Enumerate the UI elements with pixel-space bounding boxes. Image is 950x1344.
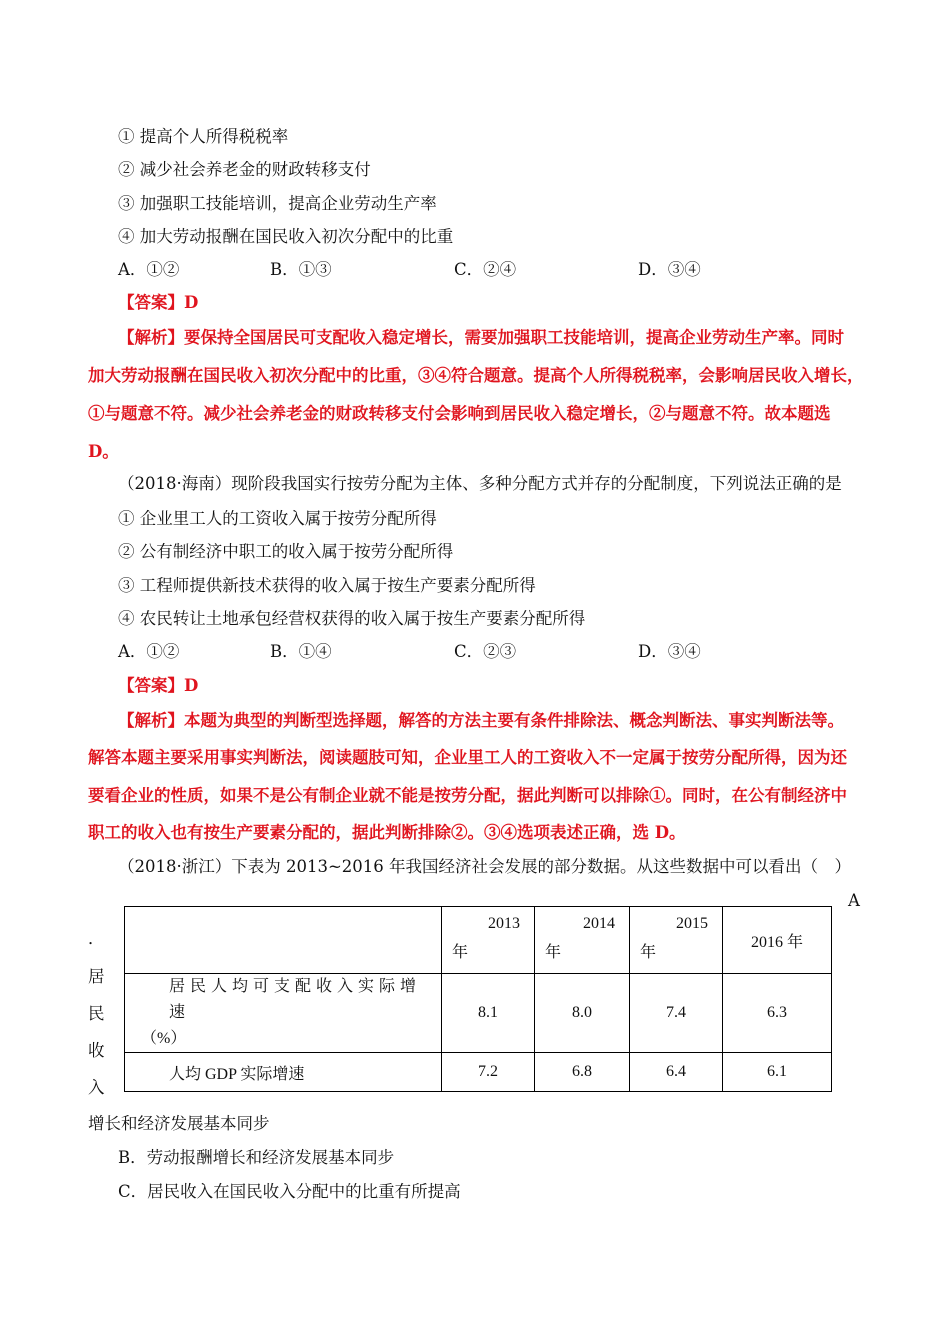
row1-2014: 8.0 — [535, 974, 630, 1053]
row2-2014: 6.8 — [535, 1053, 630, 1092]
q2-item-2: ② 公有制经济中职工的收入属于按劳分配所得 — [118, 542, 454, 561]
data-table — [124, 906, 832, 1092]
table-row — [125, 1053, 832, 1092]
q2-item-1: ① 企业里工人的工资收入属于按劳分配所得 — [118, 509, 437, 528]
q2-option-c: C．②③ — [454, 642, 517, 661]
table-header-2014: 2014 年 — [535, 907, 630, 974]
row1-2016: 6.3 — [723, 974, 832, 1053]
q2-analysis-line-1: 【解析】本题为典型的判断型选择题，解答的方法主要有条件排除法、概念判断法、事实判断法等。 — [118, 711, 844, 730]
q3-option-a-rest: 增长和经济发展基本同步 — [88, 1114, 270, 1133]
q2-option-b: B．①④ — [270, 642, 332, 661]
q3-option-a-letter: A — [848, 891, 860, 910]
q1-option-b: B．①③ — [270, 260, 332, 279]
row1-2013: 8.1 — [442, 974, 535, 1053]
q2-stem: （2018·海南）现阶段我国实行按劳分配为主体、多种分配方式并存的分配制度，下列说法正确的是 — [118, 474, 842, 493]
row2-2013: 7.2 — [442, 1053, 535, 1092]
q2-analysis-line-3: 要看企业的性质，如果不是公有制企业就不能是按劳分配，据此判断可以排除①。同时，在公有制经济中 — [88, 786, 847, 805]
table-header-2015: 2015 年 — [630, 907, 723, 974]
q3-option-a-vertical-3: 民 — [88, 1004, 105, 1023]
q1-item-1: ① 提高个人所得税税率 — [118, 127, 289, 146]
row2-2016: 6.1 — [723, 1053, 832, 1092]
q1-item-3: ③ 加强职工技能培训，提高企业劳动生产率 — [118, 194, 437, 213]
table-header-2016: 2016 年 — [723, 907, 832, 974]
q2-answer: 【答案】D — [118, 676, 199, 695]
q3-option-a-vertical-4: 收 — [88, 1041, 105, 1060]
q2-option-d: D．③④ — [638, 642, 701, 661]
q1-option-c: C．②④ — [454, 260, 517, 279]
table-header-row — [125, 907, 832, 974]
q1-answer: 【答案】D — [118, 293, 199, 312]
q1-analysis-line-2: 加大劳动报酬在国民收入初次分配中的比重，③④符合题意。提高个人所得税税率，会影响居民收入增长， — [88, 366, 864, 385]
q2-item-3: ③ 工程师提供新技术获得的收入属于按生产要素分配所得 — [118, 576, 536, 595]
q2-item-4: ④ 农民转让土地承包经营权获得的收入属于按生产要素分配所得 — [118, 609, 586, 628]
row2-label: 人均 GDP 实际增速 — [125, 1053, 442, 1092]
q1-option-a: A．①② — [118, 260, 180, 279]
q3-option-c: C．居民收入在国民收入分配中的比重有所提高 — [118, 1182, 461, 1201]
q1-option-d: D．③④ — [638, 260, 701, 279]
q3-option-a-vertical-2: 居 — [88, 967, 105, 986]
q1-item-4: ④ 加大劳动报酬在国民收入初次分配中的比重 — [118, 227, 454, 246]
row1-2015: 7.4 — [630, 974, 723, 1053]
row2-2015: 6.4 — [630, 1053, 723, 1092]
q2-option-a: A．①② — [118, 642, 180, 661]
q1-item-2: ② 减少社会养老金的财政转移支付 — [118, 160, 371, 179]
q3-option-a-vertical-5: 入 — [88, 1078, 105, 1097]
q1-analysis-line-3: ①与题意不符。减少社会养老金的财政转移支付会影响到居民收入稳定增长，②与题意不符。故本题选 — [88, 404, 831, 423]
row1-label: 居民人均可支配收入实际增速 （%） — [125, 974, 442, 1053]
q1-analysis-line-4: D。 — [88, 442, 119, 461]
q3-option-b: B．劳动报酬增长和经济发展基本同步 — [118, 1148, 395, 1167]
q1-analysis-line-1: 【解析】要保持全国居民可支配收入稳定增长，需要加强职工技能培训，提高企业劳动生产率。同时 — [118, 328, 844, 347]
q3-stem: （2018·浙江）下表为 2013~2016 年我国经济社会发展的部分数据。从这些数据中可以看出（ ） — [118, 857, 852, 876]
table-corner-cell — [125, 907, 442, 974]
q3-option-a-vertical-1: ． — [88, 929, 105, 948]
table-header-2013: 2013 年 — [442, 907, 535, 974]
table-row — [125, 974, 832, 1053]
q2-analysis-line-4: 职工的收入也有按生产要素分配的，据此判断排除②。③④选项表述正确，选 D。 — [88, 823, 686, 842]
q2-analysis-line-2: 解答本题主要采用事实判断法，阅读题肢可知，企业里工人的工资收入不一定属于按劳分配所得，因为还 — [88, 748, 847, 767]
